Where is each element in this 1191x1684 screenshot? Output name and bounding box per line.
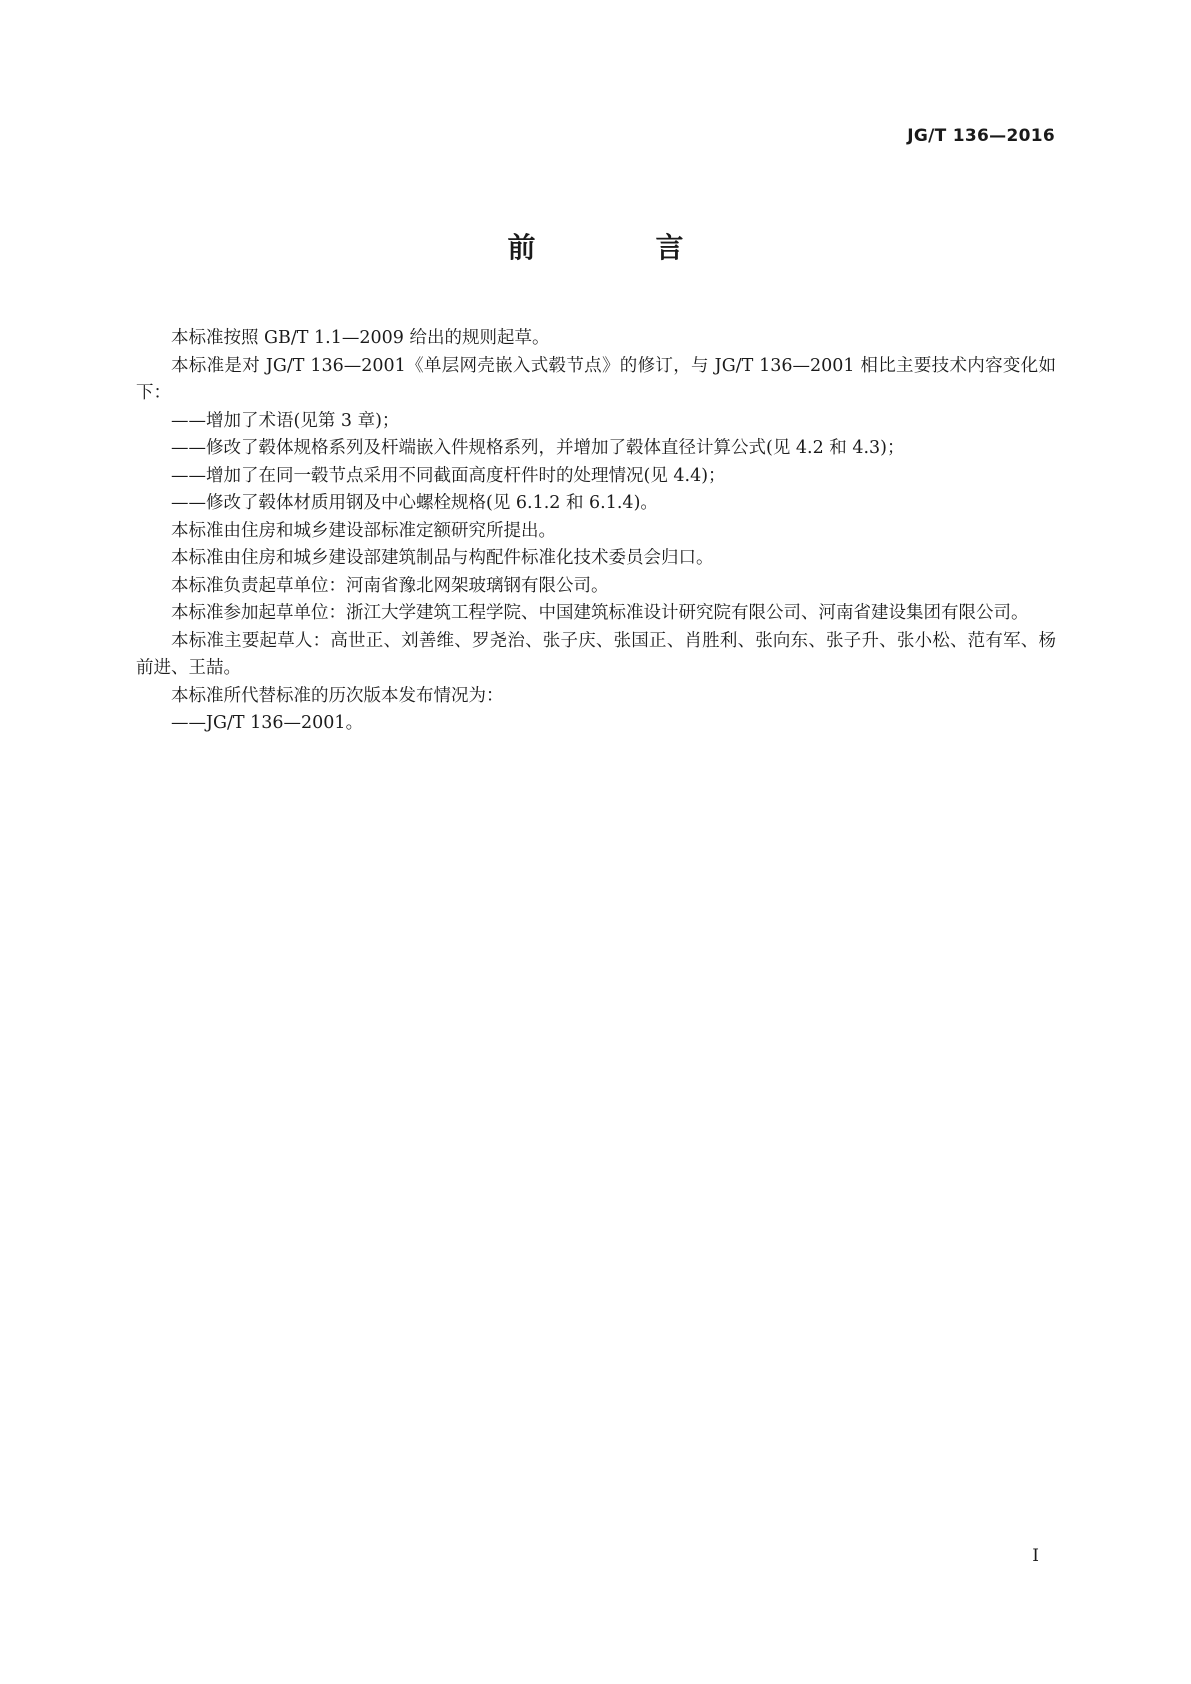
paragraph-revision-intro: 本标准是对 JG/T 136—2001《单层网壳嵌入式毂节点》的修订，与 JG/T 136—2001 相比主要技术内容变化如下： [136, 355, 1056, 403]
paragraph-committee: 本标准由住房和城乡建设部建筑制品与构配件标准化技术委员会归口。 [171, 548, 714, 568]
list-item-change-material: ——修改了毂体材质用钢及中心螺栓规格(见 6.1.2 和 6.1.4)。 [171, 493, 658, 513]
paragraph-proposer: 本标准由住房和城乡建设部标准定额研究所提出。 [171, 520, 556, 541]
paragraph-history-intro: 本标准所代替标准的历次版本发布情况为： [171, 685, 504, 706]
page-title: 前 言 [507, 231, 730, 264]
paragraph-lead-drafter: 本标准负责起草单位：河南省豫北网架玻璃钢有限公司。 [171, 575, 609, 596]
list-item-history-version: ——JG/T 136—2001。 [171, 713, 364, 733]
paragraph-main-drafters: 本标准主要起草人：高世正、刘善维、罗尧治、张子庆、张国正、肖胜利、张向东、张子升、张小松、范有军、杨前进、王喆。 [136, 630, 1056, 678]
list-item-change-terms: ——增加了术语(见第 3 章)； [171, 410, 400, 431]
paragraph-drafting-rules: 本标准按照 GB/T 1.1—2009 给出的规则起草。 [171, 328, 550, 348]
page-number: I [1032, 1546, 1039, 1566]
foreword-body [136, 325, 1056, 738]
standard-code: JG/T 136—2016 [907, 126, 1055, 146]
list-item-change-specs: ——修改了毂体规格系列及杆端嵌入件规格系列，并增加了毂体直径计算公式(见 4.2 和 4.3)； [171, 438, 905, 458]
list-item-change-section-height: ——增加了在同一毂节点采用不同截面高度杆件时的处理情况(见 4.4)； [171, 465, 726, 486]
paragraph-participating-drafters: 本标准参加起草单位：浙江大学建筑工程学院、中国建筑标准设计研究院有限公司、河南省建设集团有限公司。 [171, 603, 1029, 623]
